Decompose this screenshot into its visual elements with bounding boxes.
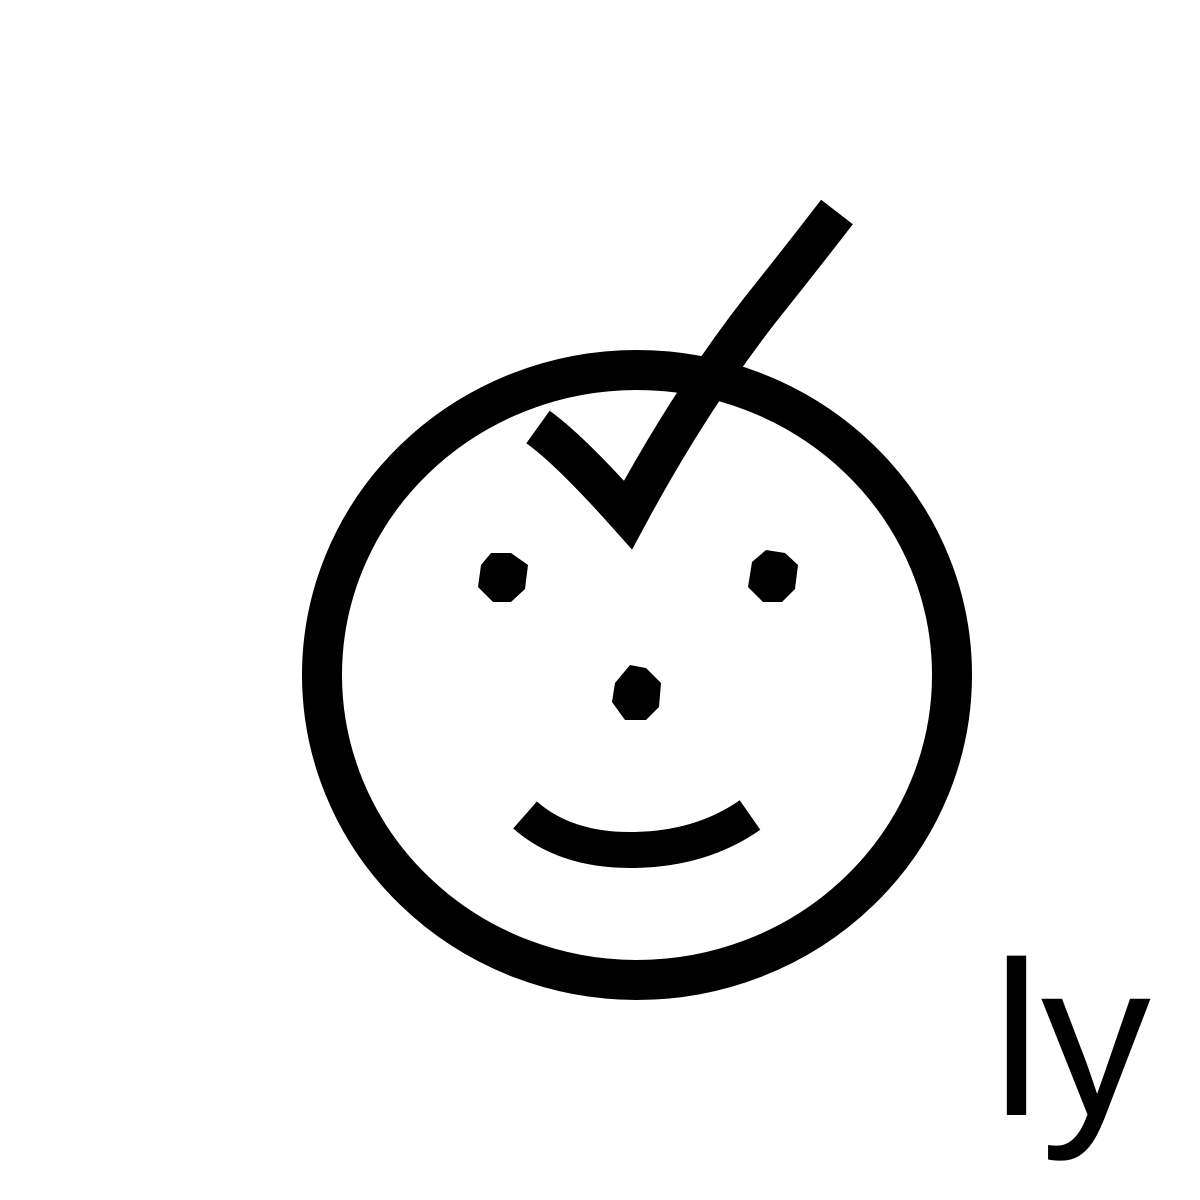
suffix-label: ly: [992, 916, 1151, 1162]
